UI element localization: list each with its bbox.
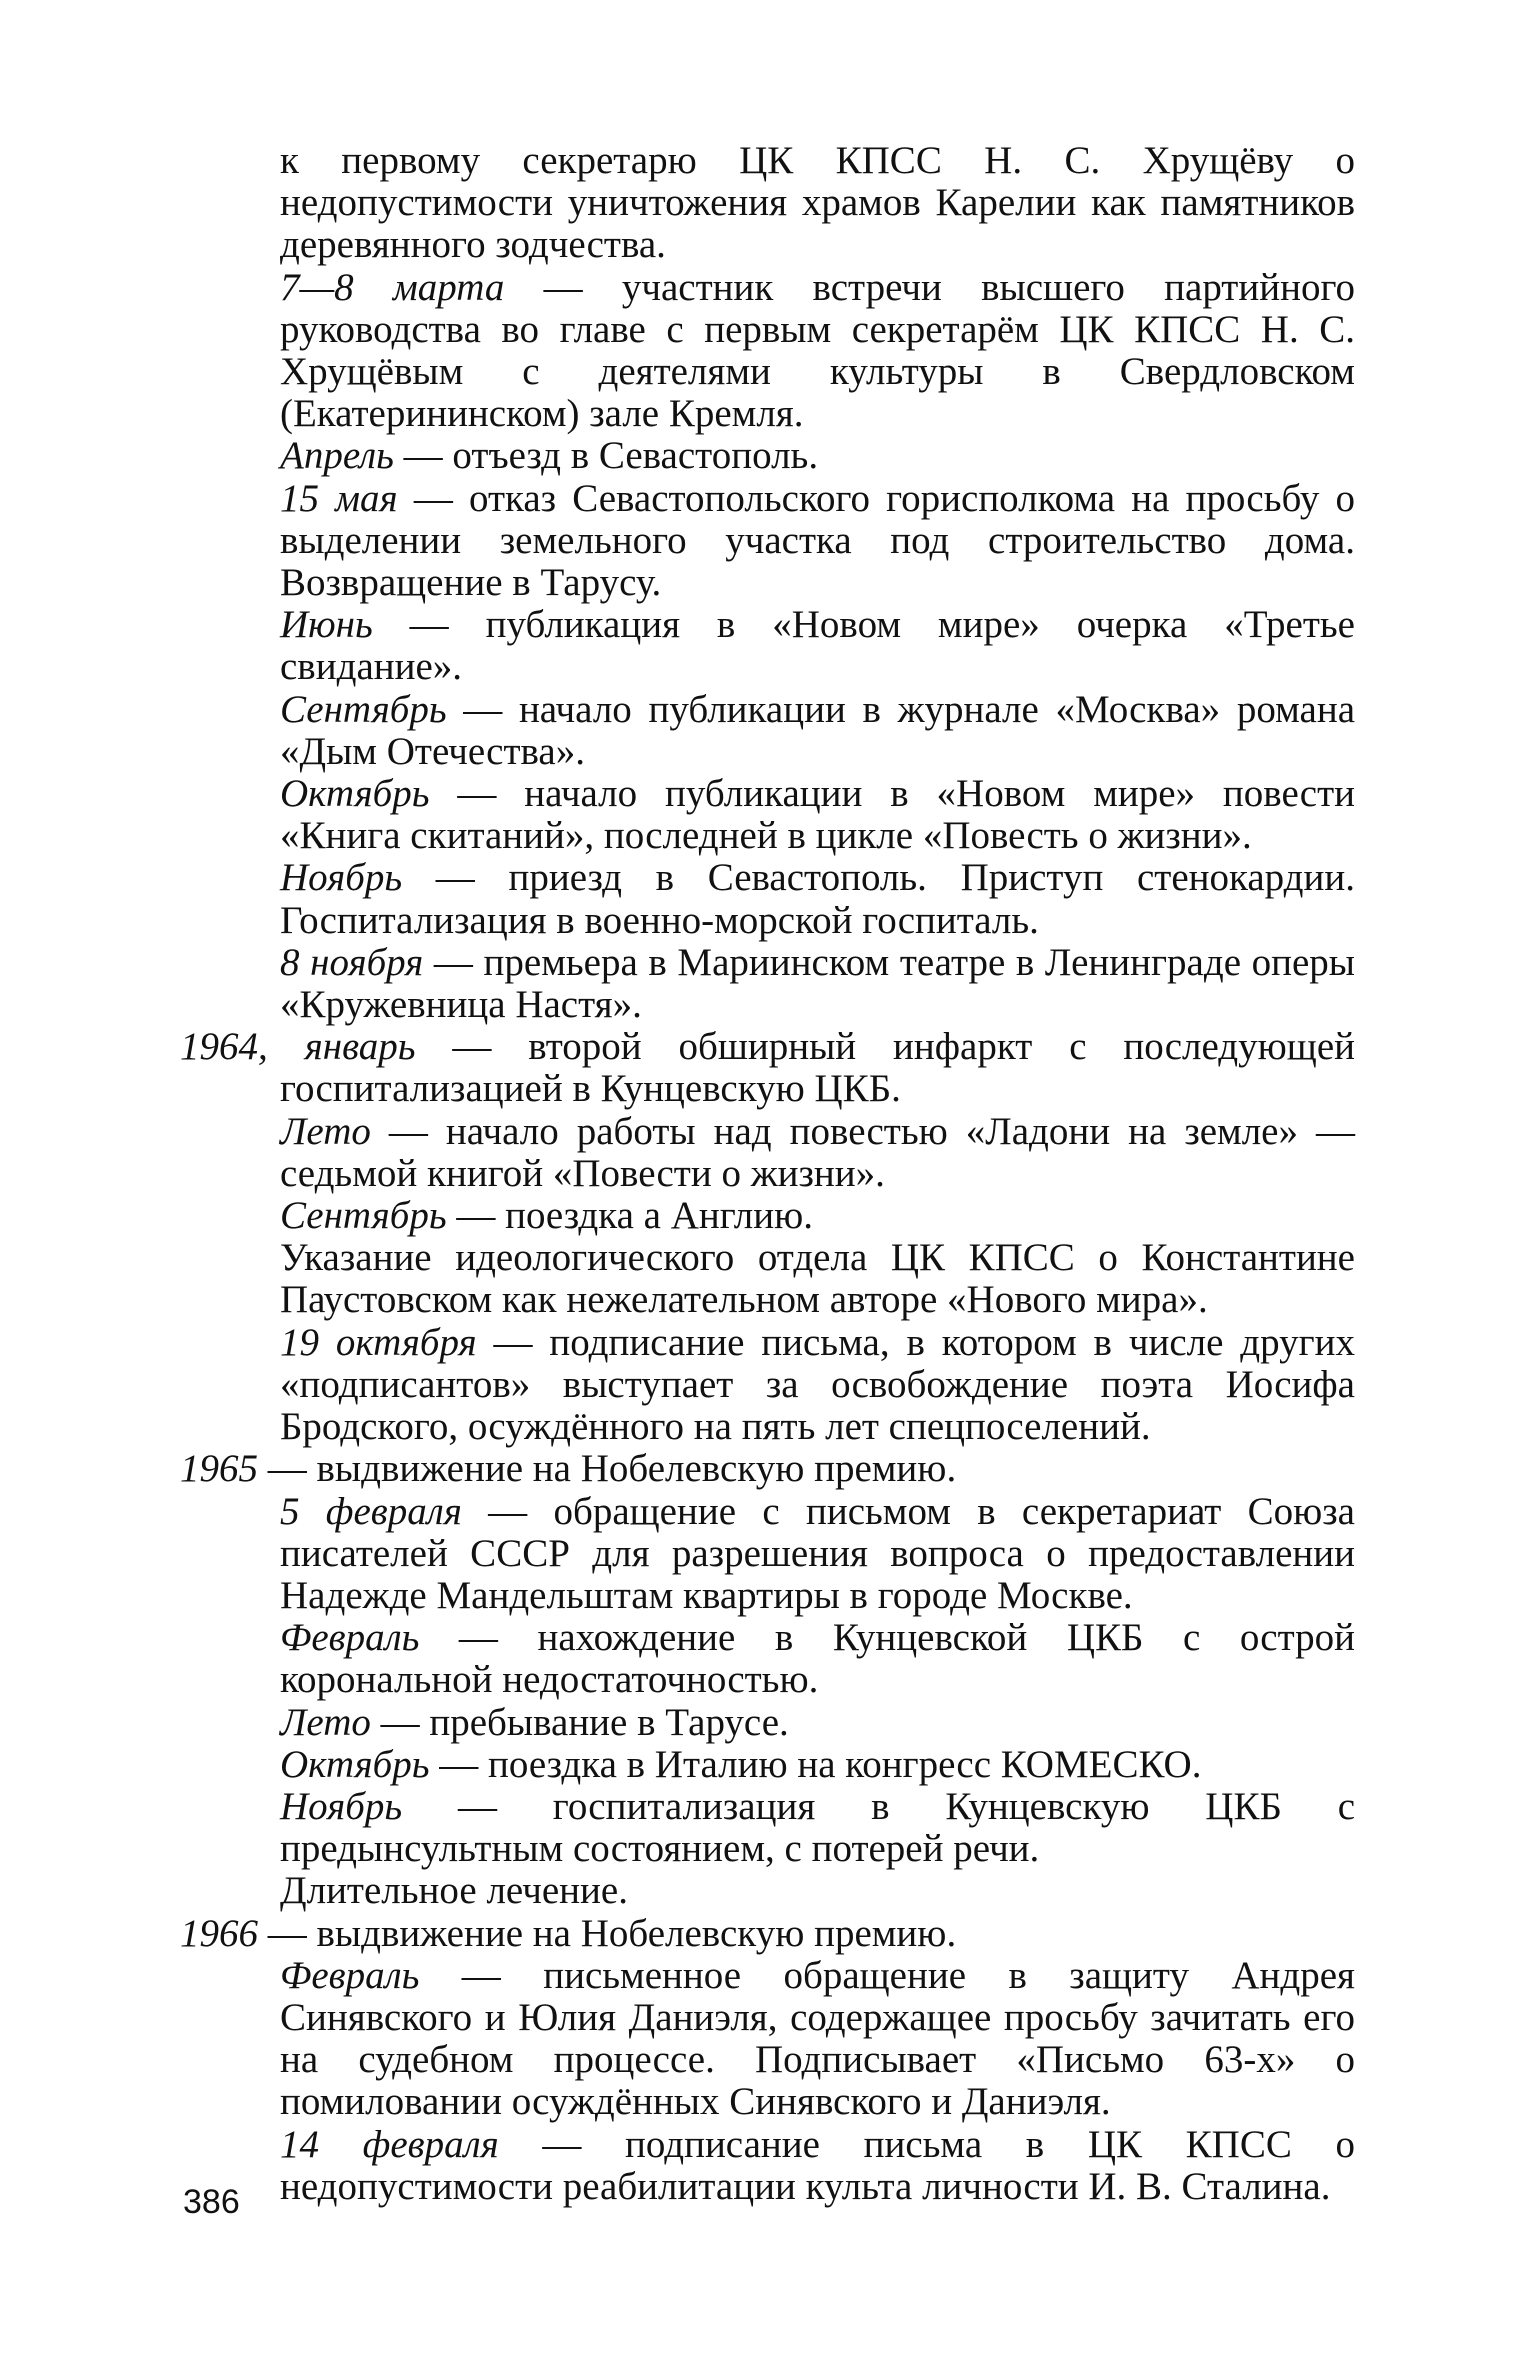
entry-text: — начало работы над повестью «Ладони на земле» — седьмой книгой «Повести о жизни». (280, 1109, 1355, 1195)
entry-text: — подписание письма в ЦК КПСС о недопустимости реабилитации культа личности И. В. Сталина. (280, 2122, 1355, 2208)
entry-text: — отказ Севастопольского горисполкома на просьбу о выделении земельного участка под строительство дома. Возвращение в Тарусу. (280, 476, 1355, 605)
chronology-entry (180, 2124, 1355, 2208)
chronology-entry (180, 1237, 1355, 1321)
entry-text: — выдвижение на Нобелевскую премию. (258, 1447, 957, 1491)
chronology-entry (180, 1955, 1355, 2124)
entry-text: — начало публикации в журнале «Москва» романа «Дым Отечества». (280, 687, 1355, 773)
entry-text: — отъезд в Севастополь. (393, 434, 819, 478)
entry-text: — госпитализация в Кунцевскую ЦКБ с предынсультным состоянием, с потерей речи. (280, 1784, 1355, 1871)
chronology-entry (180, 1322, 1355, 1449)
chronology-entry (180, 1195, 1355, 1237)
chronology-entry (180, 942, 1355, 1026)
entry-date: Апрель (280, 434, 394, 478)
chronology-entry (180, 689, 1355, 773)
entry-text: — премьера в Мариинском театре в Ленинграде оперы «Кружевница Настя». (280, 940, 1355, 1027)
chronology-entry (180, 1617, 1355, 1701)
chronology-year-entry (180, 1026, 1355, 1110)
entry-text: — публикация в «Новом мире» очерка «Третье свидание». (280, 603, 1355, 689)
entry-date: 1966 (180, 1911, 258, 1955)
chronology-entry (180, 1491, 1355, 1618)
entry-text: — второй обширный инфаркт с последующей госпитализацией в Кунцевскую ЦКБ. (280, 1025, 1355, 1111)
entry-date: 5 февраля (280, 1489, 462, 1533)
entry-date: Лето (280, 1109, 371, 1153)
entry-date: Июнь (280, 603, 373, 647)
chronology-entry (180, 1744, 1355, 1786)
entry-text: — письменное обращение в защиту Андрея Синявского и Юлия Даниэля, содержащее просьбу зачитать его на судебном процессе. Подписывает «Письмо 63-х» о помиловании осуждённых Синявского и Даниэля. (280, 1953, 1355, 2124)
chronology-year-entry (180, 1448, 1355, 1490)
entry-text: к первому секретарю ЦК КПСС Н. С. Хрущёву о недопустимости уничтожения храмов Карелии как памятников деревянного зодчества. (280, 139, 1355, 267)
chronology-year-entry (180, 1913, 1355, 1955)
entry-date: Февраль (280, 1616, 420, 1660)
entry-date: Сентябрь (280, 687, 447, 731)
chronology-entry (180, 857, 1355, 941)
chronology-entry (180, 435, 1355, 477)
entry-date: 15 мая (280, 476, 398, 520)
entry-text: — начало публикации в «Новом мире» повести «Книга скитаний», последней в цикле «Повесть о жизни». (280, 772, 1355, 858)
entry-date: 1965 (180, 1447, 258, 1491)
entry-text: — нахождение в Кунцевской ЦКБ с острой корональной недостаточностью. (280, 1616, 1355, 1702)
entry-text: — поездка в Италию на конгресс КОМЕСКО. (429, 1742, 1202, 1786)
chronology-entry (180, 1870, 1355, 1912)
entry-date: Октябрь (280, 772, 430, 816)
entry-text: — участник встречи высшего партийного руководства во главе с первым секретарём ЦК КПСС Н. С. Хрущёвым с деятелями культуры в Свердловском (Екатерининском) зале Кремля. (280, 265, 1355, 436)
entry-text: Длительное лечение. (280, 1869, 628, 1913)
chronology-entry (180, 1786, 1355, 1870)
entry-date: 1964, январь (180, 1025, 416, 1069)
chronology-entry (180, 140, 1355, 267)
entry-text: — пребывание в Тарусе. (370, 1700, 789, 1744)
entry-date: Ноябрь (280, 1784, 403, 1828)
entry-date: 14 февраля (280, 2122, 499, 2166)
entry-date: 19 октября (280, 1320, 477, 1364)
entry-date: 8 ноября (280, 940, 424, 984)
entry-text: — подписание письма, в котором в числе других «подписантов» выступает за освобождение поэта Иосифа Бродского, осуждённого на пять лет спецпоселений. (280, 1320, 1355, 1449)
entry-date: Октябрь (280, 1742, 430, 1786)
entry-text: Указание идеологического отдела ЦК КПСС о Константине Паустовском как нежелательном авторе «Нового мира». (280, 1236, 1355, 1322)
entry-text: — выдвижение на Нобелевскую премию. (258, 1911, 957, 1955)
entry-date: 7—8 марта (280, 265, 505, 309)
chronology-entry (180, 773, 1355, 857)
entry-text: — обращение с письмом в секретариат Союза писателей СССР для разрешения вопроса о предоставлении Надежде Мандельштам квартиры в городе Москве. (280, 1489, 1355, 1617)
entry-text: — поездка а Англию. (446, 1194, 814, 1238)
chronology-entry (180, 478, 1355, 605)
chronology-entry (180, 267, 1355, 436)
entry-text: — приезд в Севастополь. Приступ стенокардии. Госпитализация в военно-морской госпиталь. (280, 856, 1355, 942)
chronology-text (180, 140, 1355, 2208)
entry-date: Февраль (280, 1953, 420, 1997)
chronology-entry (180, 1111, 1355, 1195)
entry-date: Ноябрь (280, 856, 403, 900)
chronology-entry (180, 1702, 1355, 1744)
chronology-entry (180, 604, 1355, 688)
entry-date: Лето (280, 1700, 371, 1744)
entry-date: Сентябрь (280, 1194, 447, 1238)
page-number: 386 (183, 2183, 240, 2221)
